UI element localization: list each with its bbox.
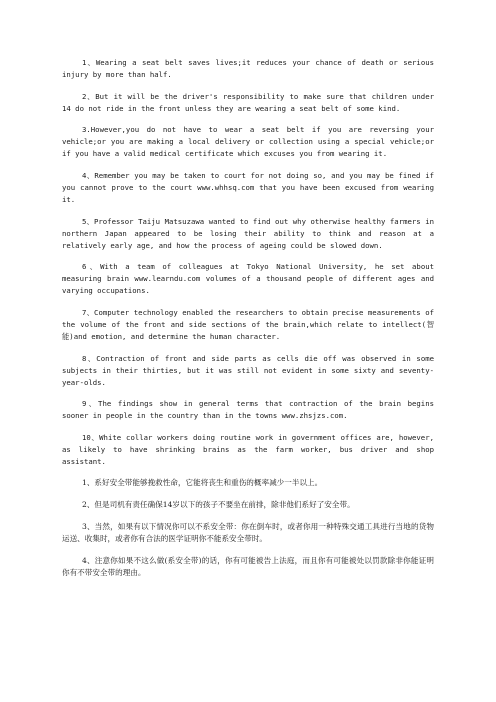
english-paragraph-9: 9、The findings show in general terms that contraction of the brain begins sooner in people in the country than in the towns www.zhsjzs.com. xyxy=(62,399,434,421)
english-paragraph-4: 4、Remember you may be taken to court for not doing so, and you may be fined if you cannot prove to the court www.whhsq.com that you have been excused from wearing it. xyxy=(62,170,434,205)
english-paragraph-2: 2、But it will be the driver's responsibility to make sure that children under 14 do not ride in the front unless they are wearing a seat belt of some kind. xyxy=(62,91,434,113)
chinese-paragraph-1: 1、系好安全带能够挽救性命，它能将丧生和重伤的概率减少一半以上。 xyxy=(82,478,323,488)
english-paragraph-10: 10、White collar workers doing routine work in government offices are, however, as likely to have shrinking brains as the farm worker, bus driver and shop assistant. xyxy=(62,432,434,466)
english-paragraph-1: 1、Wearing a seat belt saves lives;it reduces your chance of death or serious injury by more than half. xyxy=(62,58,434,80)
english-paragraph-7: 7、Computer technology enabled the researchers to obtain precise measurements of the volume of the front and side sections of the brain,which relate to intellect(智能)and emotion, and determine the human character. xyxy=(62,307,434,342)
english-paragraph-6: 6、With a team of colleagues at Tokyo National University, he set about measuring brain www.learndu.com volumes of a thousand people of different ages and varying occupations. xyxy=(62,262,434,296)
document-body xyxy=(62,57,434,589)
english-paragraph-3: 3.However,you do not have to wear a seat belt if you are reversing your vehicle;or you are making a local delivery or collection using a special vehicle;or if you have a valid medical certificate which excuses you from wearing it. xyxy=(62,125,434,159)
chinese-paragraph-3: 3、当然，如果有以下情况你可以不系安全带：你在倒车时，或者你用一种特殊交通工具进行当地的货物运送、收集时，或者你有合法的医学证明你不能系安全带时。 xyxy=(62,521,434,544)
chinese-paragraph-2: 2、但是司机有责任确保14岁以下的孩子不要坐在前排，除非他们系好了安全带。 xyxy=(82,500,355,510)
chinese-paragraph-4: 4、注意你如果不这么做(系安全带)的话，你有可能被告上法庭，而且你有可能被处以罚款除非你能证明你有不带安全带的理由。 xyxy=(62,555,434,578)
english-paragraph-5: 5、Professor Taiju Matsuzawa wanted to find out why otherwise healthy farmers in northern Japan appeared to be losing their ability to think and reason at a relatively early age, and how the process of ageing could be slowed down. xyxy=(62,216,434,250)
english-paragraph-8: 8、Contraction of front and side parts as cells die off was observed in some subjects in their thirties, but it was still not evident in some sixty and seventy-year-olds. xyxy=(62,353,434,387)
